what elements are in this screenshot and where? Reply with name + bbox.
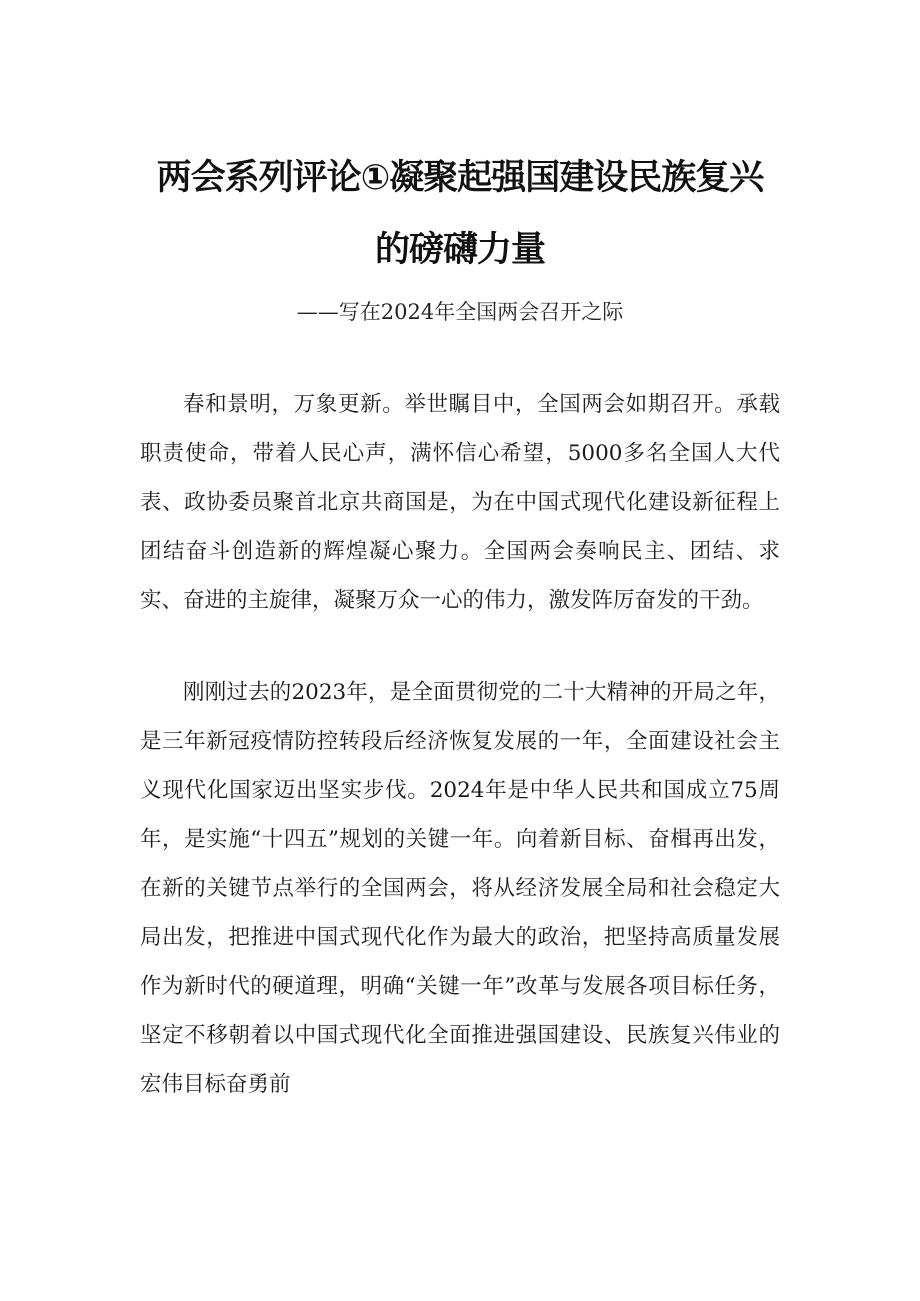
article-title-line-2: 的磅礴力量 (374, 230, 545, 270)
body-paragraph-1: 春和景明，万象更新。举世瞩目中，全国两会如期召开。承载职责使命，带着人民心声，满怀信心希望，5000多名全国人大代表、政协委员聚首北京共商国是，为在中国式现代化建设新征程上团结奋斗创造新的辉煌凝心聚力。全国两会奏响民主、团结、求实、奋进的主旋律，凝聚万众一心的伟力，激发阵厉奋发的干劲。 (140, 392, 780, 613)
body-paragraph-2: 刚刚过去的2023年，是全面贯彻党的二十大精神的开局之年，是三年新冠疫情防控转段后经济恢复发展的一年，全面建设社会主义现代化国家迈出坚实步伐。2024年是中华人民共和国成立75周年，是实施“十四五”规划的关键一年。向着新目标、奋楫再出发，在新的关键节点举行的全国两会，将从经济发展全局和社会稳定大局出发，把推进中国式现代化作为最大的政治，把坚持高质量发展作为新时代的硬道理，明确“关键一年”改革与发展各项目标任务，坚定不移朝着以中国式现代化全面推进强国建设、民族复兴伟业的宏伟目标奋勇前 (140, 680, 780, 1097)
article-subtitle: ——写在2024年全国两会召开之际 (296, 300, 624, 324)
article-title-line-1: 两会系列评论①凝聚起强国建设民族复兴 (156, 158, 764, 198)
